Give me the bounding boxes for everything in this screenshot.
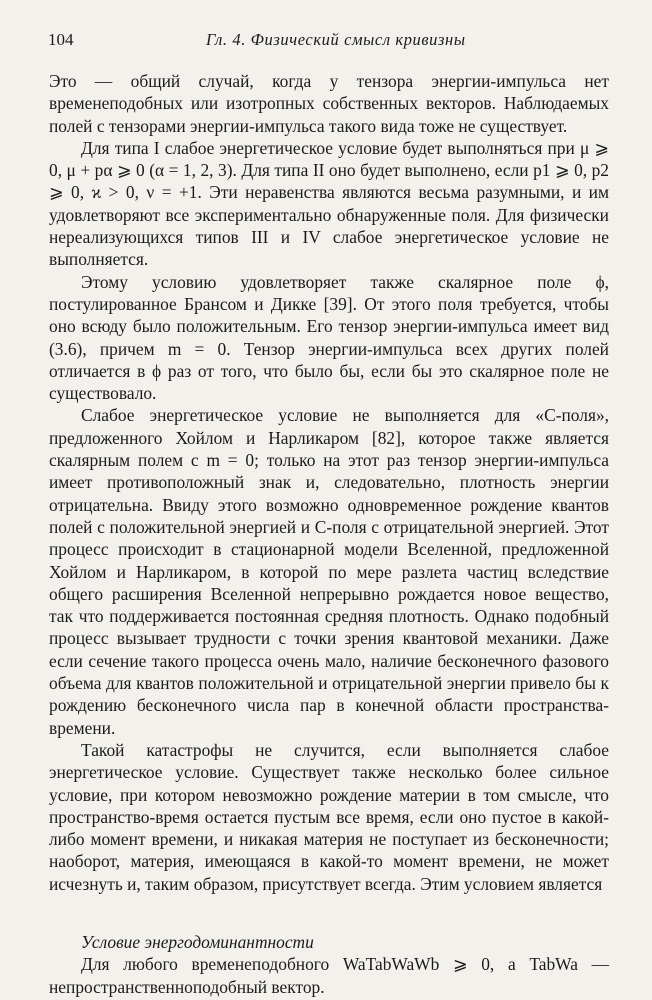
page-number: 104 <box>48 30 74 49</box>
page-header <box>48 30 608 54</box>
paragraph-3: Этому условию удовлетворяет также скалярное поле ϕ, постулированное Брансом и Дикке [39]. От этого поля требуется, чтобы оно всюду было положительным. Его тензор энергии-импульса имеет вид (3.6), причем m = 0. Тензор энергии-импульса всех других полей отличается в ϕ раз от того, что было бы, если бы это скалярное поле не существовало. <box>49 271 609 404</box>
section-title: Условие энергодоминантности <box>81 931 314 952</box>
page-body <box>49 70 609 998</box>
paragraph-2: Для типа I слабое энергетическое условие будет выполняться при μ ⩾ 0, μ + pα ⩾ 0 (α = 1, 2, 3). Для типа II оно будет выполнено, если p1 ⩾ 0, p2 ⩾ 0, ϰ > 0, ν = +1. Эти неравенства являются весьма разумными, и им удовлетворяют все экспериментально обнаруженные поля. Для физически нереализующихся типов III и IV слабое энергетическое условие не выполняется. <box>49 137 609 270</box>
section-text: Для любого временеподобного WaTabWaWb ⩾ 0, а TabWa — непространственноподобный вектор. <box>49 954 609 997</box>
paragraph-4: Слабое энергетическое условие не выполняется для «C-поля», предложенного Хойлом и Нарликаром [82], которое также является скалярным полем с m = 0; только на этот раз тензор энергии-импульса имеет противоположный знак и, следовательно, плотность энергии отрицательна. Ввиду этого возможно одновременное рождение квантов полей с положительной энергией и C-поля с отрицательной энергией. Этот процесс происходит в стационарной модели Вселенной, предложенной Хойлом и Нарликаром, в которой по мере разлета частиц вследствие общего расширения Вселенной непрерывно рождается новое вещество, так что поддерживается постоянная средняя плотность. Однако подобный процесс вызывает трудности с точки зрения квантовой механики. Даже если сечение такого процесса очень мало, наличие бесконечного фазового объема для квантов положительной и отрицательной энергии привело бы к рождению бесконечного числа пар в конечной области пространства-времени. <box>49 405 609 738</box>
paragraph-1: Это — общий случай, когда у тензора энергии-импульса нет временеподобных или изотропных собственных векторов. Наблюдаемых полей с тензорами энергии-импульса такого вида тоже не существует. <box>49 71 609 136</box>
running-head: Гл. 4. Физический смысл кривизны <box>206 30 466 49</box>
paragraph-5: Такой катастрофы не случится, если выполняется слабое энергетическое условие. Существует также несколько более сильное условие, при котором невозможно рождение материи в том смысле, что пространство-время остается пустым все время, если оно пустое в какой-либо момент времени, и никакая материя не поступает из бесконечности; наоборот, материя, имеющаяся в какой-то момент времени, не может исчезнуть и, таким образом, присутствует всегда. Этим условием является <box>49 739 609 894</box>
